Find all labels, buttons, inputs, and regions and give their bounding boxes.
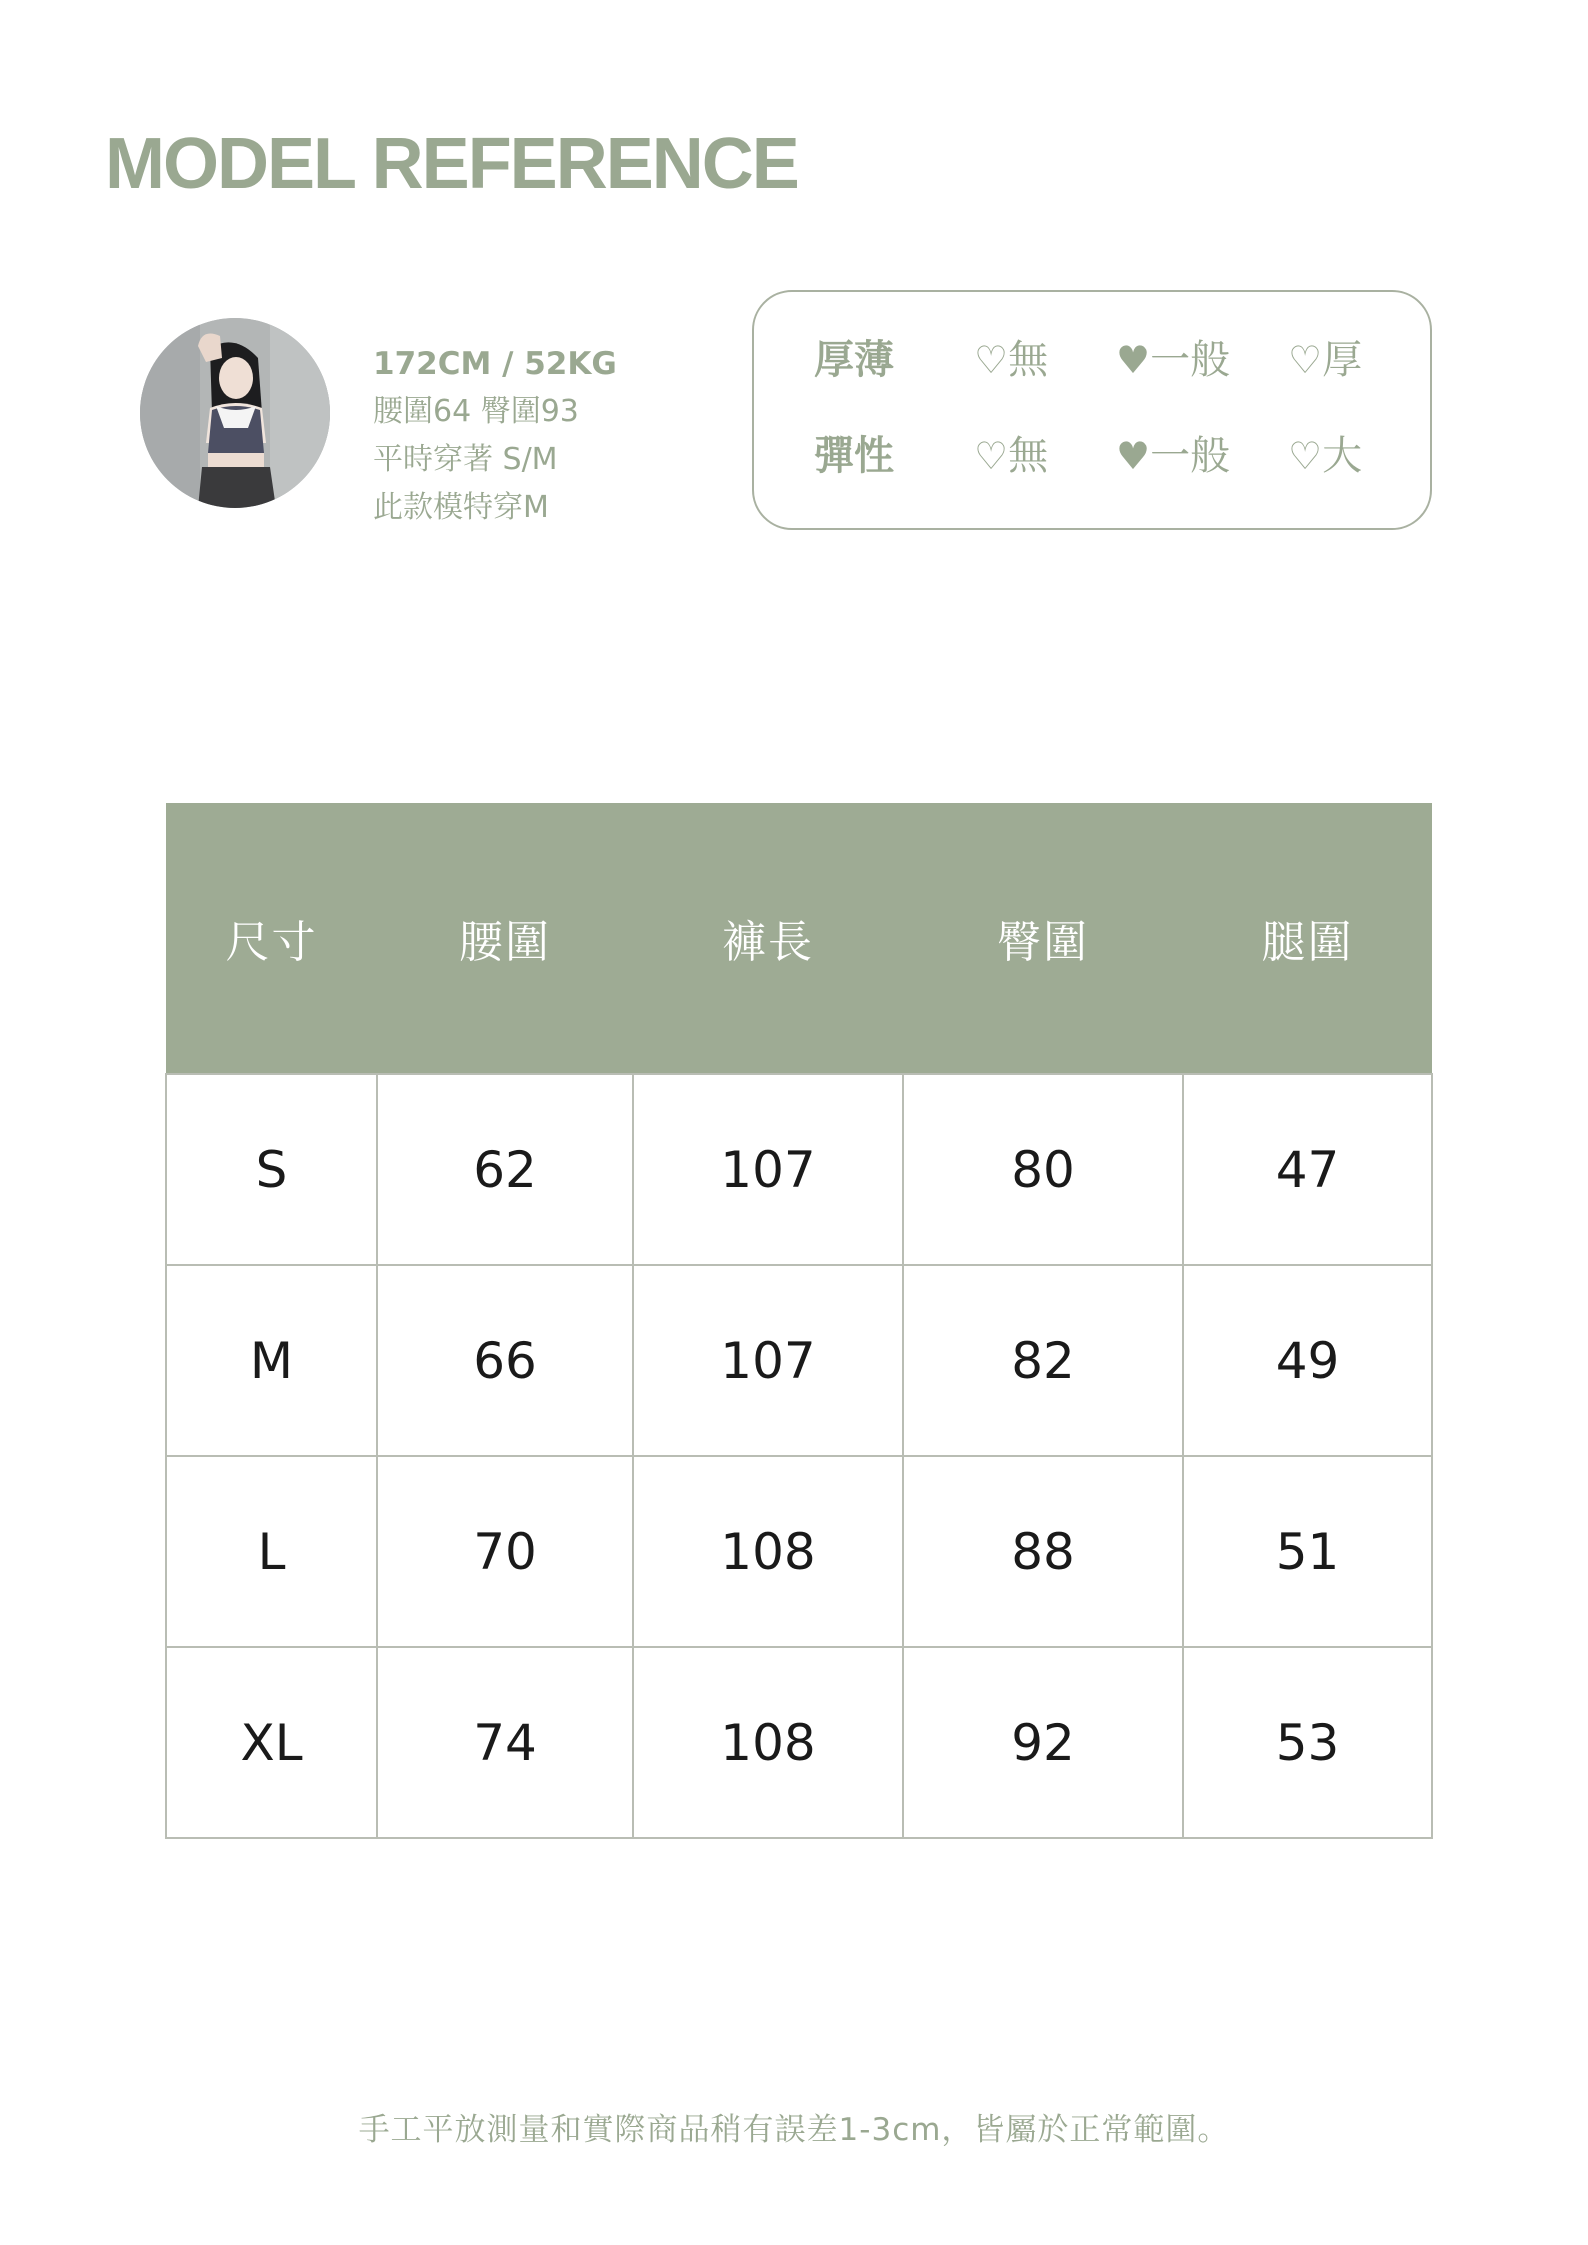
cell-size: M <box>166 1265 377 1456</box>
header-size: 尺寸 <box>166 803 377 1074</box>
cell-hip: 88 <box>903 1456 1183 1647</box>
measurement-footnote: 手工平放測量和實際商品稍有誤差1-3cm，皆屬於正常範圍。 <box>358 2112 1230 2148</box>
property-option: ♡大 <box>1288 433 1363 479</box>
header-length: 褲長 <box>633 803 903 1074</box>
heart-outline-icon: ♡ <box>1288 434 1323 478</box>
property-row-thickness <box>754 330 1430 390</box>
model-info <box>373 340 617 532</box>
heart-outline-icon: ♡ <box>974 338 1009 382</box>
cell-size: XL <box>166 1647 377 1838</box>
cell-thigh: 51 <box>1183 1456 1432 1647</box>
property-row-elasticity <box>754 426 1430 486</box>
heart-filled-icon: ♥ <box>1116 434 1151 478</box>
property-option: ♡厚 <box>1288 337 1363 383</box>
property-option: ♡無 <box>974 337 1049 383</box>
property-option-selected: ♥一般 <box>1116 433 1231 479</box>
cell-thigh: 49 <box>1183 1265 1432 1456</box>
heart-filled-icon: ♥ <box>1116 338 1151 382</box>
heart-outline-icon: ♡ <box>974 434 1009 478</box>
model-measure: 腰圍64 臀圍93 <box>373 394 579 429</box>
model-usual-size: 平時穿著 S/M <box>373 442 558 477</box>
cell-length: 107 <box>633 1074 903 1265</box>
cell-waist: 66 <box>377 1265 633 1456</box>
page-title: MODEL REFERENCE <box>105 124 798 204</box>
cell-length: 108 <box>633 1647 903 1838</box>
header-thigh: 腿圍 <box>1183 803 1432 1074</box>
cell-length: 108 <box>633 1456 903 1647</box>
heart-outline-icon: ♡ <box>1288 338 1323 382</box>
property-label: 厚薄 <box>814 337 894 383</box>
header-waist: 腰圍 <box>377 803 633 1074</box>
header-hip: 臀圍 <box>903 803 1183 1074</box>
table-header-row <box>166 803 1432 1074</box>
cell-size: S <box>166 1074 377 1265</box>
property-option-selected: ♥一般 <box>1116 337 1231 383</box>
cell-waist: 62 <box>377 1074 633 1265</box>
property-option: ♡無 <box>974 433 1049 479</box>
table-row <box>166 1456 1432 1647</box>
cell-hip: 80 <box>903 1074 1183 1265</box>
model-avatar <box>140 318 330 508</box>
model-worn-size: 此款模特穿M <box>373 490 549 525</box>
property-label: 彈性 <box>814 433 894 479</box>
cell-length: 107 <box>633 1265 903 1456</box>
cell-hip: 92 <box>903 1647 1183 1838</box>
cell-thigh: 47 <box>1183 1074 1432 1265</box>
cell-thigh: 53 <box>1183 1647 1432 1838</box>
size-table <box>165 803 1433 1839</box>
cell-waist: 74 <box>377 1647 633 1838</box>
table-row <box>166 1265 1432 1456</box>
fabric-properties-box <box>752 290 1432 530</box>
cell-hip: 82 <box>903 1265 1183 1456</box>
model-stats: 172CM / 52KG <box>373 346 617 382</box>
cell-waist: 70 <box>377 1456 633 1647</box>
cell-size: L <box>166 1456 377 1647</box>
table-row <box>166 1647 1432 1838</box>
table-row <box>166 1074 1432 1265</box>
